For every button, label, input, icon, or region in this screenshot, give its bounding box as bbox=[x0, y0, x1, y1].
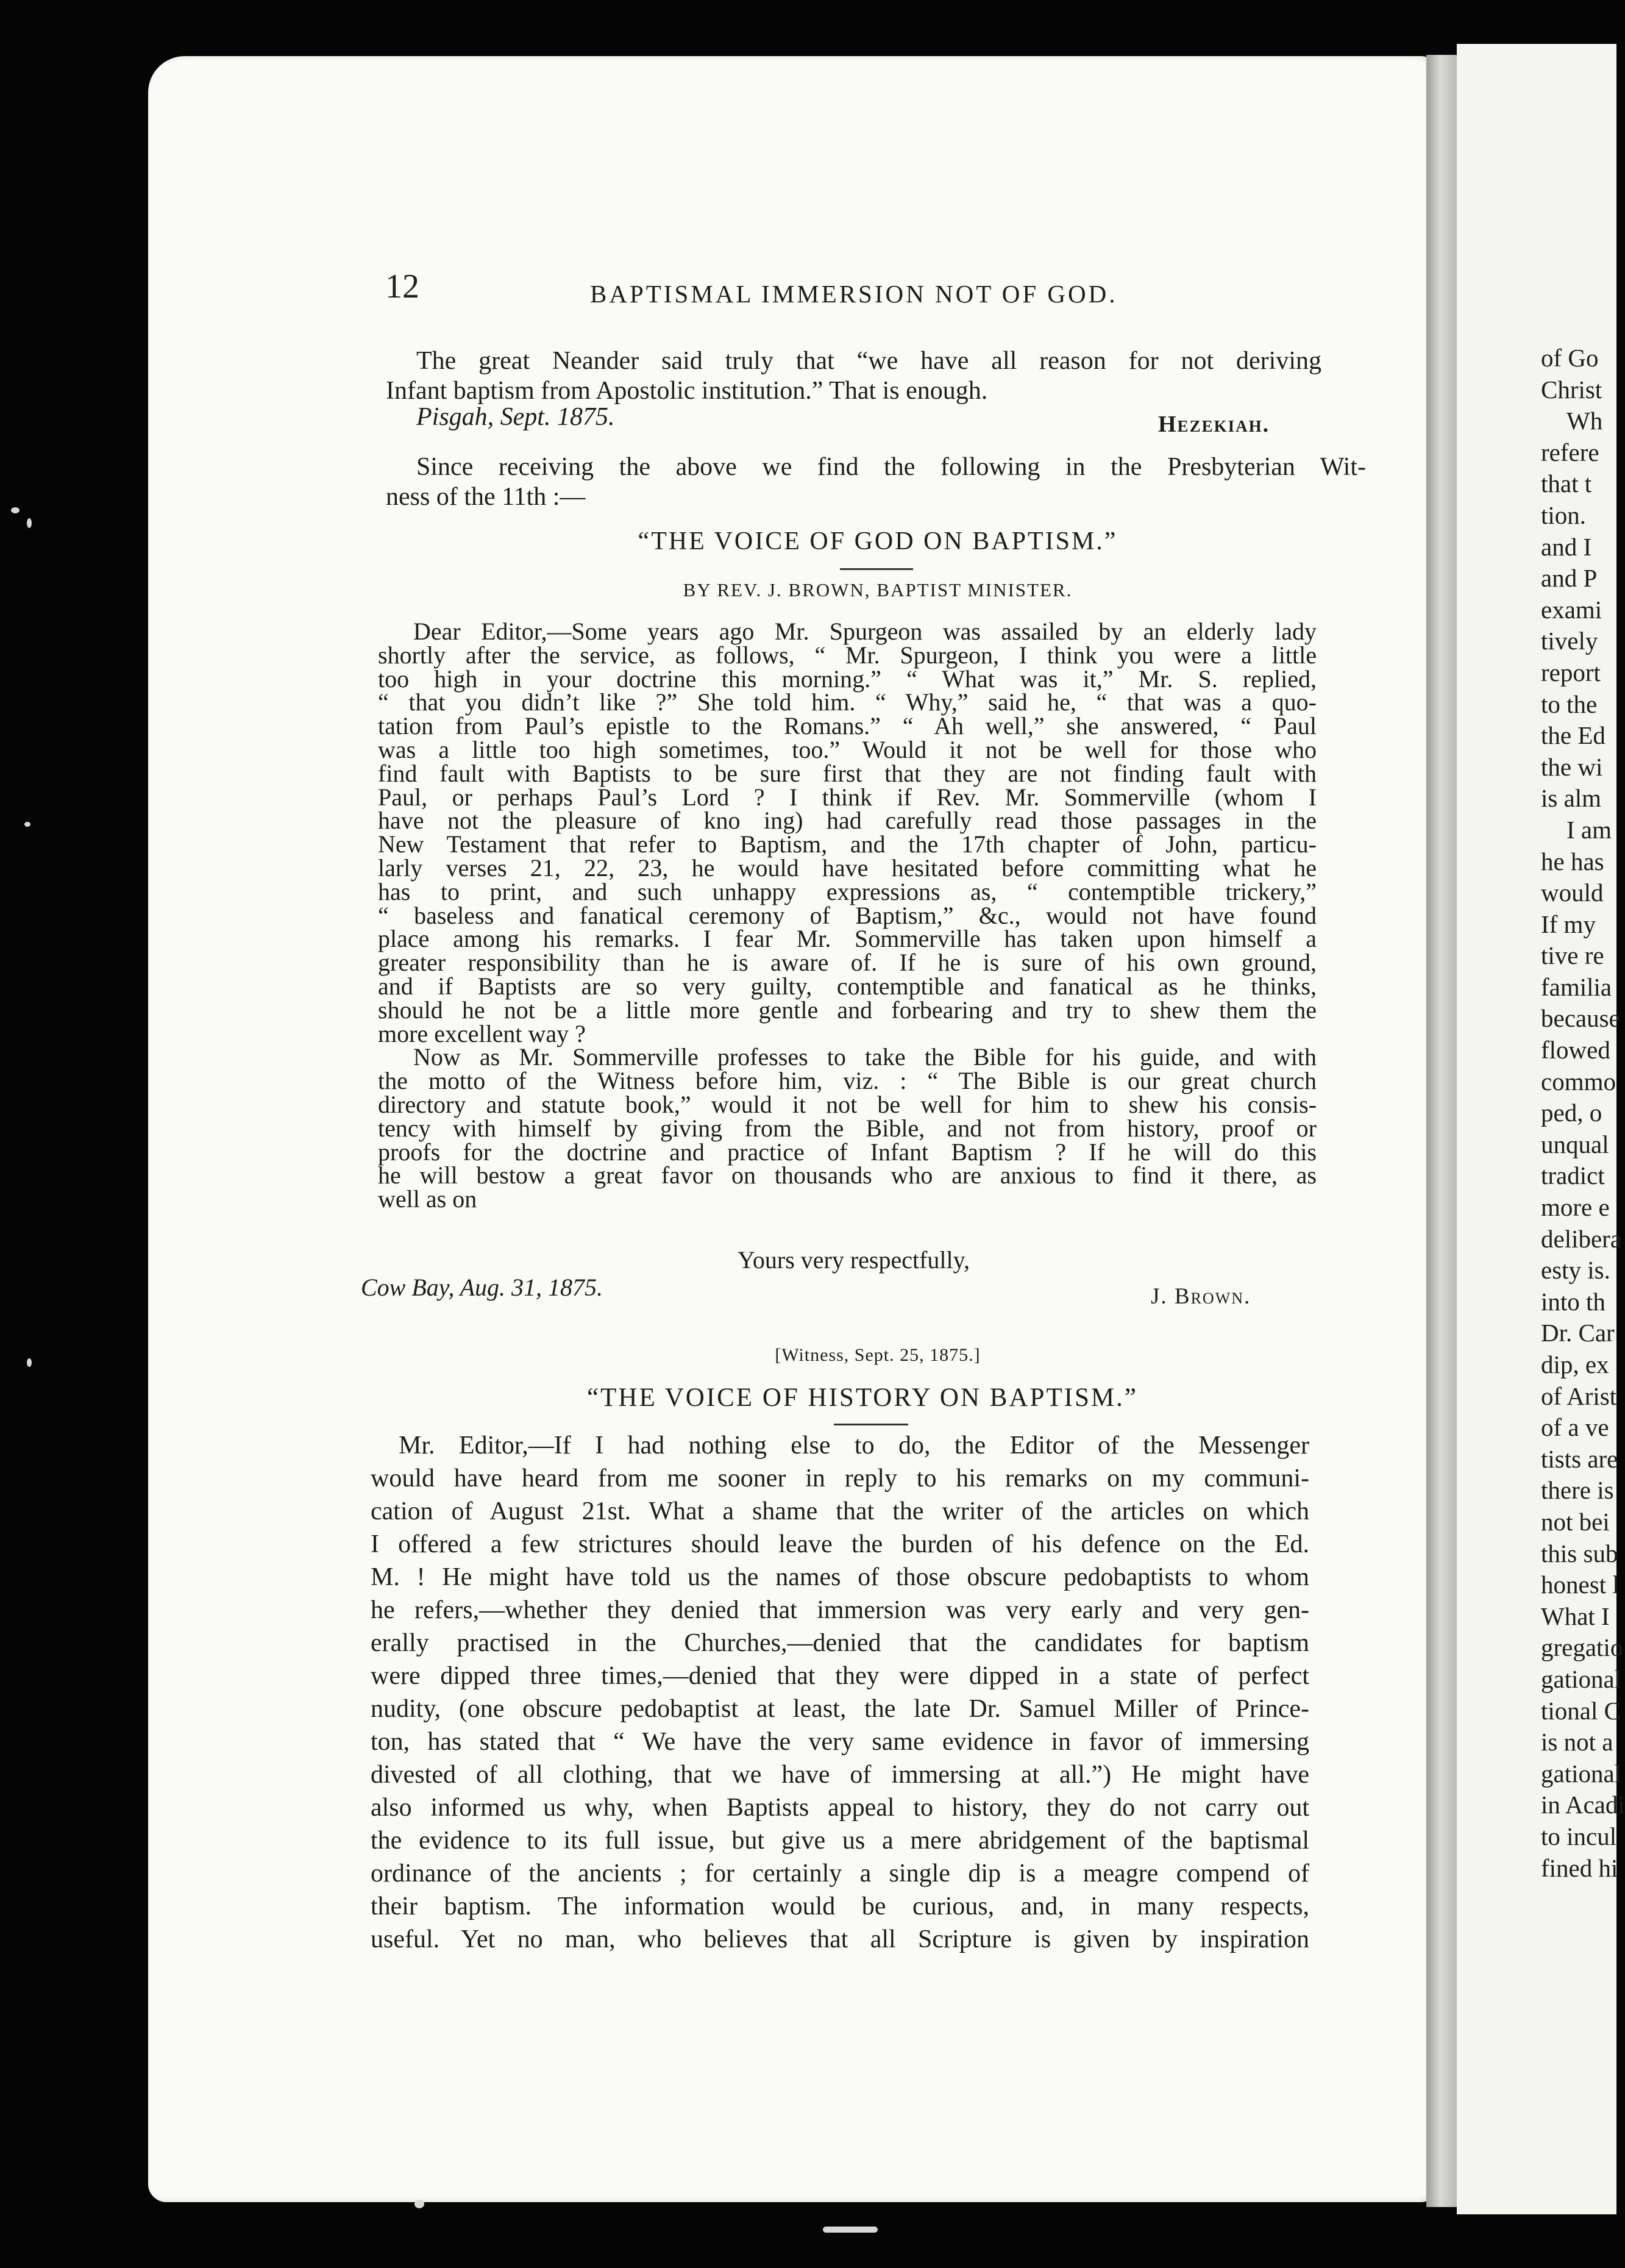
text-line: Dear Editor,—Some years ago Mr. Spurgeon was assailed by an elderly lady bbox=[413, 618, 1317, 645]
text-line: should he not be a little more gentle and forbearing and try to shew them the bbox=[378, 996, 1317, 1024]
right-page-fragment: dip, ex bbox=[1541, 1350, 1609, 1378]
right-page-fragment: tradict bbox=[1541, 1161, 1605, 1190]
neander-place-date: Pisgah, Sept. 1875. bbox=[416, 403, 615, 431]
page-number: 12 bbox=[385, 268, 419, 305]
text-line: place among his remarks. I fear Mr. Sommerville has taken upon himself a bbox=[378, 925, 1317, 953]
text-line: New Testament that refer to Baptism, and the 17th chapter of John, particu- bbox=[378, 830, 1317, 858]
right-page-fragment: into th bbox=[1541, 1287, 1605, 1316]
text-line: “ that you didn’t like ?” She told him. “ Why,” said he, “ that was a quo- bbox=[378, 688, 1317, 716]
right-page-fragment: report bbox=[1541, 658, 1601, 686]
text-line: Mr. Editor,—If I had nothing else to do, the Editor of the Messenger bbox=[399, 1432, 1309, 1460]
text-line: more excellent way ? bbox=[378, 1019, 586, 1047]
right-page-fragment: gational bbox=[1541, 1664, 1622, 1693]
paper-speck bbox=[24, 822, 30, 827]
right-page-fragment: and P bbox=[1541, 564, 1598, 593]
running-title: BAPTISMAL IMMERSION NOT OF GOD. bbox=[590, 280, 1118, 308]
text-line: he refers,—whether they denied that immersion was very early and very gen- bbox=[371, 1596, 1309, 1624]
text-line: The great Neander said truly that “we have all reason for not deriving bbox=[416, 347, 1321, 375]
right-page-fragment: honest l bbox=[1541, 1571, 1620, 1599]
right-page-fragment: of Arist bbox=[1541, 1382, 1617, 1410]
article2-title-rule bbox=[834, 1424, 908, 1425]
right-page-fragment: this sub bbox=[1541, 1539, 1618, 1567]
right-page-fragment: tively bbox=[1541, 627, 1598, 655]
text-line: has to print, and such unhappy expressions as, “ contemptible trickery,” bbox=[378, 877, 1317, 905]
neander-signature: Hezekiah. bbox=[1158, 412, 1270, 437]
right-page-fragment: fined hi bbox=[1541, 1853, 1618, 1882]
text-line: nudity, (one obscure pedobaptist at least, the late Dr. Samuel Miller of Prince- bbox=[371, 1695, 1309, 1723]
right-page-fragment: commo bbox=[1541, 1067, 1616, 1096]
right-page-fragment: If my bbox=[1541, 910, 1596, 938]
right-page-fragment: delibera bbox=[1541, 1224, 1622, 1253]
text-line: was a little too high sometimes, too.” Would it not be well for those who bbox=[378, 735, 1317, 763]
text-line: also informed us why, when Baptists appeal to history, they do not carry out bbox=[371, 1794, 1309, 1822]
article2-title: “THE VOICE OF HISTORY ON BAPTISM.” bbox=[587, 1383, 1138, 1412]
right-page-text-column bbox=[1541, 343, 1625, 1884]
article1-body bbox=[378, 620, 1317, 1230]
text-line: I offered a few strictures should leave the burden of his defence on the Ed. bbox=[371, 1530, 1309, 1558]
article2-source: [Witness, Sept. 25, 1875.] bbox=[775, 1345, 981, 1365]
text-line: the motto of the Witness before him, viz. : “ The Bible is our great church bbox=[378, 1067, 1317, 1095]
text-line: greater responsibility than he is aware of. If he is sure of his own ground, bbox=[378, 949, 1317, 977]
text-line: erally practised in the Churches,—denied that the candidates for baptism bbox=[371, 1629, 1309, 1657]
right-page-fragment: to incul bbox=[1541, 1822, 1617, 1850]
right-page-fragment: the Ed bbox=[1541, 721, 1605, 750]
text-line: and if Baptists are so very guilty, contemptible and fanatical as he thinks, bbox=[378, 972, 1317, 1000]
text-line: ordinance of the ancients ; for certainly a single dip is a meagre compend of bbox=[371, 1860, 1309, 1888]
text-line: shortly after the service, as follows, “ Mr. Spurgeon, I think you were a little bbox=[378, 641, 1317, 669]
intro-paragraph bbox=[386, 452, 1366, 512]
right-page-fragment: I am bbox=[1566, 815, 1612, 844]
right-page-fragment: familia bbox=[1541, 972, 1612, 1001]
right-page-fragment: not bei bbox=[1541, 1507, 1610, 1536]
text-line: Since receiving the above we find the following in the Presbyterian Wit- bbox=[416, 453, 1366, 481]
right-page-fragment: What I bbox=[1541, 1602, 1610, 1630]
right-page-fragment: and I bbox=[1541, 532, 1592, 561]
right-page-fragment: Wh bbox=[1566, 407, 1603, 435]
neander-paragraph bbox=[386, 346, 1321, 406]
text-line: would have heard from me sooner in reply to his remarks on my communi- bbox=[371, 1464, 1309, 1492]
article1-place-date: Cow Bay, Aug. 31, 1875. bbox=[361, 1274, 603, 1301]
paper-speck bbox=[823, 2227, 878, 2233]
paper-speck bbox=[11, 507, 20, 513]
right-page-fragment: esty is. bbox=[1541, 1256, 1610, 1285]
text-line: Infant baptism from Apostolic institution.” That is enough. bbox=[386, 377, 988, 405]
right-page-fragment: Christ bbox=[1541, 375, 1602, 404]
text-line: M. ! He might have told us the names of those obscure pedobaptists to whom bbox=[371, 1563, 1309, 1591]
right-page-fragment: because bbox=[1541, 1004, 1620, 1033]
right-page-fragment: in Acadi bbox=[1541, 1791, 1625, 1819]
text-line: Paul, or perhaps Paul’s Lord ? I think if Rev. Mr. Sommerville (whom I bbox=[378, 783, 1317, 811]
right-page-fragment: of a ve bbox=[1541, 1413, 1609, 1442]
text-line: ness of the 11th :— bbox=[386, 483, 586, 511]
right-page-fragment: of Go bbox=[1541, 344, 1599, 372]
text-line: ton, has stated that “ We have the very same evidence in favor of immersing bbox=[371, 1728, 1309, 1756]
text-line: find fault with Baptists to be sure first that they are not finding fault with bbox=[378, 759, 1317, 787]
text-line: Now as Mr. Sommerville professes to take the Bible for his guide, and with bbox=[413, 1043, 1317, 1071]
article2-body bbox=[371, 1429, 1309, 1956]
article1-byline: BY REV. J. BROWN, BAPTIST MINISTER. bbox=[683, 579, 1073, 601]
article1-closing: Yours very respectfully, bbox=[738, 1246, 970, 1274]
right-page-fragment: more e bbox=[1541, 1193, 1610, 1222]
right-page-fragment: is alm bbox=[1541, 784, 1602, 813]
article1-title-rule bbox=[840, 568, 913, 570]
text-line: their baptism. The information would be curious, and, in many respects, bbox=[371, 1892, 1309, 1920]
text-line: useful. Yet no man, who believes that all Scripture is given by inspiration bbox=[371, 1925, 1309, 1953]
text-line: tation from Paul’s epistle to the Romans.” “ Ah well,” she answered, “ Paul bbox=[378, 712, 1317, 740]
text-line: were dipped three times,—denied that they were dipped in a state of perfect bbox=[371, 1662, 1309, 1690]
right-page-fragment: tive re bbox=[1541, 941, 1604, 970]
text-line: have not the pleasure of kno ing) had carefully read those passages in the bbox=[378, 807, 1317, 835]
article1-signature: J. Brown. bbox=[1151, 1284, 1251, 1309]
right-page-fragment: gational bbox=[1541, 1759, 1622, 1788]
text-line: he will bestow a great favor on thousands who are anxious to find it there, as bbox=[378, 1161, 1317, 1189]
right-page-fragment: there is bbox=[1541, 1476, 1614, 1505]
text-line: too high in your doctrine this morning.” “ What was it,” Mr. S. replied, bbox=[378, 665, 1317, 693]
text-line: directory and statute book,” would it not be well for him to shew his consis- bbox=[378, 1090, 1317, 1118]
right-page-fragment: gregatio bbox=[1541, 1633, 1623, 1662]
right-page-fragment: is not a bbox=[1541, 1728, 1613, 1756]
right-page-fragment: ped, o bbox=[1541, 1099, 1602, 1127]
paper-speck bbox=[27, 518, 32, 528]
text-line: cation of August 21st. What a shame that the writer of the articles on which bbox=[371, 1497, 1309, 1525]
book-gutter bbox=[1426, 55, 1458, 2207]
text-line: proofs for the doctrine and practice of Infant Baptism ? If he will do this bbox=[378, 1138, 1317, 1166]
text-line: “ baseless and fanatical ceremony of Baptism,” &c., would not have found bbox=[378, 901, 1317, 929]
right-page-fragment: would bbox=[1541, 879, 1604, 907]
right-page-fragment: tion. bbox=[1541, 501, 1587, 529]
right-page-fragment: the wi bbox=[1541, 752, 1603, 781]
right-page-fragment: to the bbox=[1541, 690, 1598, 718]
right-page-fragment: flowed bbox=[1541, 1036, 1610, 1064]
right-page-fragment: unqual bbox=[1541, 1130, 1609, 1158]
right-page bbox=[1457, 44, 1625, 2214]
right-page-fragment: tional C bbox=[1541, 1696, 1621, 1725]
text-line: tency with himself by giving from the Bible, and not from history, proof or bbox=[378, 1114, 1317, 1142]
text-line: the evidence to its full issue, but give us a mere abridgement of the baptismal bbox=[371, 1827, 1309, 1855]
right-page-fragment: exami bbox=[1541, 595, 1602, 624]
right-page-fragment: Dr. Car bbox=[1541, 1319, 1615, 1347]
right-page-fragment: tists are bbox=[1541, 1444, 1618, 1473]
paper-speck bbox=[414, 2200, 424, 2208]
right-page-fragment: refere bbox=[1541, 438, 1599, 466]
text-line: larly verses 21, 22, 23, he would have hesitated before committing what he bbox=[378, 854, 1317, 882]
text-line: divested of all clothing, that we have of immersing at all.”) He might have bbox=[371, 1761, 1309, 1789]
right-page-fragment: that t bbox=[1541, 469, 1592, 498]
paper-speck bbox=[27, 1358, 32, 1367]
right-page-fragment: he has bbox=[1541, 847, 1604, 875]
article1-title: “THE VOICE OF GOD ON BAPTISM.” bbox=[638, 527, 1118, 555]
text-line: well as on bbox=[378, 1185, 477, 1213]
